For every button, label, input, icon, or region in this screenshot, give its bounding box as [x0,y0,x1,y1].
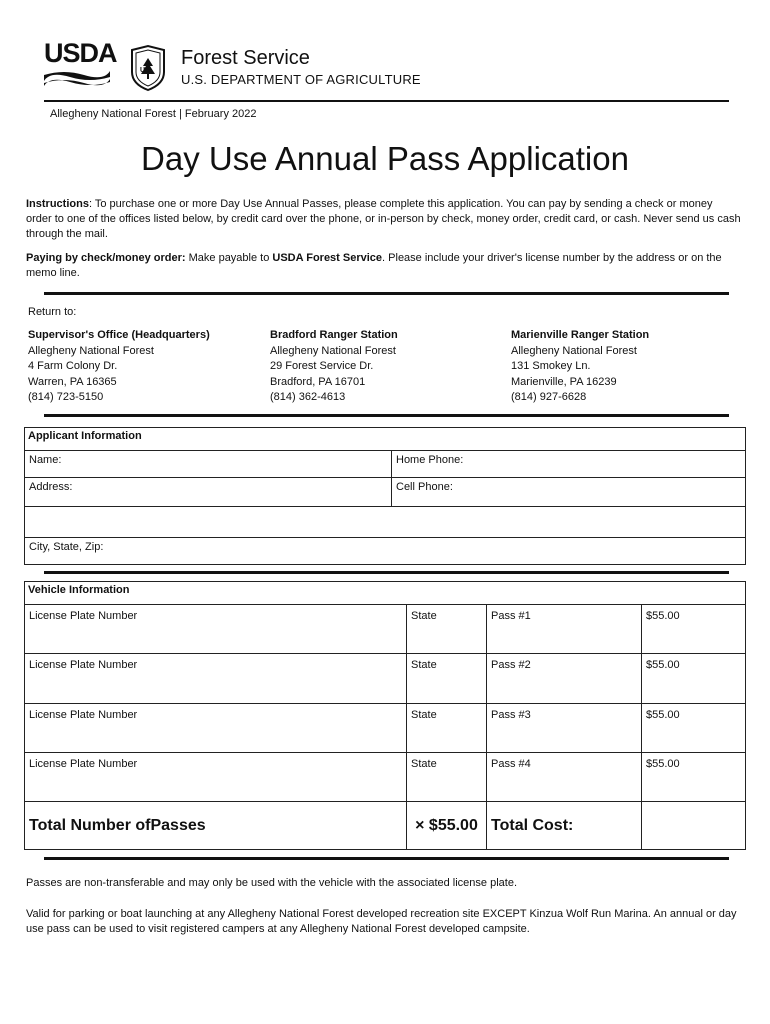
vehicle-heading: Vehicle Information [28,584,130,596]
usda-logo-text: USDA [44,38,117,68]
section-divider [44,857,729,860]
office-name: Marienville Ranger Station [511,329,650,341]
state-label: State [411,659,437,671]
office-phone: (814) 927-6628 [511,391,587,403]
license-plate-label: License Plate Number [29,659,138,671]
city-state-zip-label: City, State, Zip: [29,541,104,553]
license-plate-label: License Plate Number [29,758,138,770]
section-divider [44,414,729,417]
note-validity: Valid for parking or boat launching at any Allegheny National Forest developed recreation site EXCEPT Kinzua Wolf Run Marina. An annual or day use pass can be used to visit registered campers at any Allegheny National Forest developed campsite. [26,908,737,935]
pass-label: Pass #1 [491,610,531,622]
total-cost-label: Total Cost: [491,816,574,834]
home-phone-label: Home Phone: [396,454,464,466]
office-line2: 29 Forest Service Dr. [270,360,374,372]
address-field[interactable] [25,478,391,506]
vehicle-row [25,752,745,801]
vehicle-heading-row [25,582,745,604]
home-phone-field[interactable] [391,451,745,477]
instructions-paragraph [26,197,741,242]
header-divider [44,100,729,102]
applicant-row-city [25,537,745,564]
office-line1: Allegheny National Forest [270,344,396,357]
license-plate-field[interactable] [25,704,406,752]
payment-paragraph [26,251,741,281]
office-line3: Warren, PA 16365 [28,375,117,388]
payment-text-after: . Please include your driver's license number by the address or on the memo line. [26,252,722,279]
return-to-label: Return to: [28,306,77,318]
payment-text-before: Make payable to [185,252,273,264]
office-phone: (814) 723-5150 [28,391,104,403]
shield-text: US [140,67,150,74]
office-line1: Allegheny National Forest [511,344,637,357]
subheader: Allegheny National Forest | February 2022 [50,108,257,120]
total-cost-label-cell [486,802,641,849]
state-label: State [411,709,437,721]
vehicle-row [25,703,745,752]
license-plate-field[interactable] [25,654,406,703]
state-label: State [411,610,437,622]
instructions-label: Instructions [26,198,89,210]
department-name: U.S. DEPARTMENT OF AGRICULTURE [181,72,421,87]
office-line3: Marienville, PA 16239 [511,375,617,388]
pass-number-cell [486,753,641,801]
note-transferable: Passes are non-transferable and may only be used with the vehicle with the associated license plate. [26,877,518,889]
pass-label: Pass #3 [491,709,531,721]
vehicle-table [24,581,746,850]
address-label: Address: [29,481,73,493]
city-state-zip-field[interactable] [25,538,745,564]
name-label: Name: [29,454,62,466]
section-divider [44,571,729,574]
office-marienville [511,328,741,406]
license-plate-field[interactable] [25,753,406,801]
office-line3: Bradford, PA 16701 [270,375,366,388]
total-passes-field[interactable] [25,802,406,849]
price-cell [641,654,745,703]
total-cost-field[interactable] [641,802,745,849]
total-passes-label-part2: Passes [150,816,206,834]
usda-logo [44,38,117,94]
license-plate-label: License Plate Number [29,610,138,622]
vehicle-row [25,653,745,703]
office-name: Bradford Ranger Station [270,329,398,341]
state-field[interactable] [406,753,486,801]
price-value: $55.00 [646,610,680,622]
total-passes-label-part1: Total Number of [29,816,151,834]
license-plate-label: License Plate Number [29,709,138,721]
price-value: $55.00 [646,659,680,671]
license-plate-field[interactable] [25,605,406,653]
office-supervisor [28,328,258,406]
payment-label: Paying by check/money order: [26,252,186,264]
applicant-row-address [25,477,745,506]
price-value: $55.00 [646,709,680,721]
applicant-heading: Applicant Information [28,430,142,442]
applicant-row-name [25,450,745,477]
office-line2: 131 Smokey Ln. [511,360,591,372]
usda-wave-icon [44,67,110,89]
state-label: State [411,758,437,770]
state-field[interactable] [406,605,486,653]
office-phone: (814) 362-4613 [270,391,346,403]
address-line2-field[interactable] [25,506,745,537]
office-name: Supervisor's Office (Headquarters) [28,329,210,341]
section-divider [44,292,729,295]
instructions-text: : To purchase one or more Day Use Annual Passes, please complete this application. You can pay by sending a check or money order to one of the offices listed below, by credit card over the phone, or in-person by check, money order, credit card, or cash. Never send us cash through the mail. [26,198,741,240]
page-title: Day Use Annual Pass Application [141,140,629,177]
cell-phone-field[interactable] [391,478,745,506]
price-cell [641,753,745,801]
pass-number-cell [486,605,641,653]
office-line2: 4 Farm Colony Dr. [28,360,118,372]
office-line1: Allegheny National Forest [28,344,154,357]
price-cell [641,605,745,653]
cell-phone-label: Cell Phone: [396,481,453,493]
office-bradford [270,328,500,406]
pass-number-cell [486,704,641,752]
total-row [25,801,745,849]
agency-name: Forest Service [181,47,310,69]
payment-payee: USDA Forest Service [272,252,383,264]
multiplier-value: × $55.00 [415,816,478,834]
pass-label: Pass #4 [491,758,531,770]
vehicle-row [25,604,745,653]
applicant-table [24,427,746,565]
name-field[interactable] [25,451,391,477]
price-value: $55.00 [646,758,680,770]
applicant-heading-row [25,428,745,450]
forest-service-shield-icon [128,44,168,92]
pass-number-cell [486,654,641,703]
pass-label: Pass #2 [491,659,531,671]
state-field[interactable] [406,654,486,703]
price-cell [641,704,745,752]
multiplier-cell [406,802,486,849]
state-field[interactable] [406,704,486,752]
